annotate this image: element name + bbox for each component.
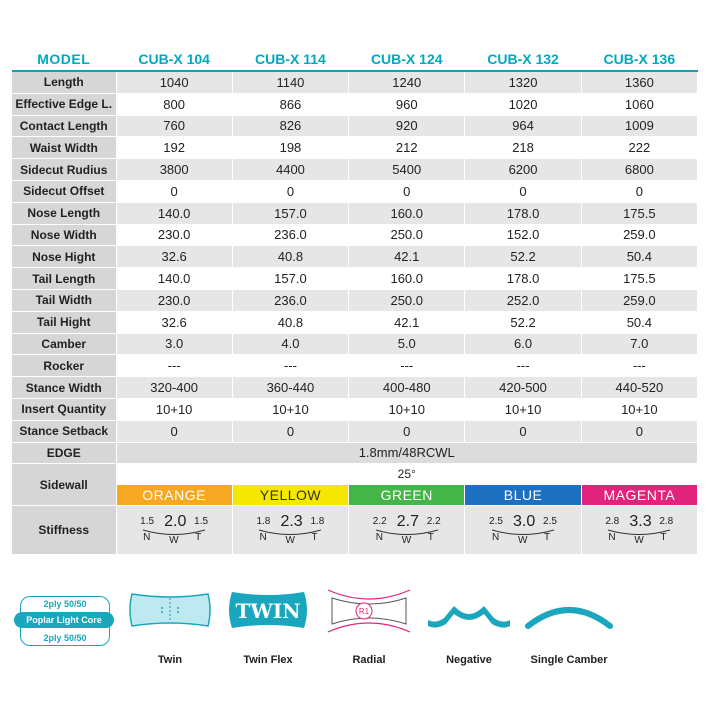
single-camber-icon: [524, 580, 614, 640]
spec-row: [12, 268, 698, 290]
row-label: Contact Length: [12, 115, 116, 137]
spec-value: 4.0: [232, 333, 348, 355]
row-label: Rocker: [12, 355, 116, 377]
spec-value: 222: [581, 137, 697, 159]
twin-flex-icon: [224, 580, 312, 640]
spec-value: 3.0: [116, 333, 232, 355]
feature-negative: [424, 580, 514, 670]
sidewall-color: MAGENTA: [581, 485, 697, 506]
spec-value: 800: [116, 93, 232, 115]
spec-value: 0: [116, 420, 232, 442]
spec-value: 10+10: [349, 398, 465, 420]
row-label: Stiffness: [12, 506, 116, 555]
spec-value: 32.6: [116, 246, 232, 268]
spec-value: 0: [232, 180, 348, 202]
core-badge: [14, 595, 116, 647]
model-name: CUB-X 124: [349, 48, 465, 71]
model-name: CUB-X 104: [116, 48, 232, 71]
tail-stiffness: 1.5: [194, 516, 209, 528]
negative-profile-icon: [424, 580, 514, 640]
spec-row: [12, 180, 698, 202]
spec-value: 0: [349, 180, 465, 202]
core-bottom-label: 2ply 50/50: [43, 633, 87, 643]
tail-label: T: [427, 532, 434, 544]
spec-value: 157.0: [232, 202, 348, 224]
nose-label: N: [259, 532, 267, 544]
spec-value: 175.5: [581, 268, 697, 290]
sidewall-color: BLUE: [465, 485, 581, 506]
spec-row: [12, 115, 698, 137]
spec-value: 320-400: [116, 377, 232, 399]
spec-value: 960: [349, 93, 465, 115]
tail-label: T: [544, 532, 551, 544]
tail-stiffness: 2.5: [543, 516, 557, 528]
nose-label: N: [492, 532, 500, 544]
row-label: Waist Width: [12, 137, 116, 159]
spec-value: 52.2: [465, 246, 581, 268]
spec-value: 10+10: [581, 398, 697, 420]
spec-row: [12, 289, 698, 311]
spec-value: 400-480: [349, 377, 465, 399]
waist-stiffness: 3.3: [629, 513, 652, 531]
spec-row: [12, 224, 698, 246]
spec-value: 0: [116, 180, 232, 202]
spec-value: 40.8: [232, 246, 348, 268]
row-label: Sidewall: [12, 464, 116, 506]
row-label: Length: [12, 71, 116, 93]
spec-value: 1020: [465, 93, 581, 115]
spec-value: 50.4: [581, 246, 697, 268]
spec-value: 140.0: [116, 268, 232, 290]
row-label: Tail Width: [12, 289, 116, 311]
spec-value: 252.0: [465, 289, 581, 311]
spec-value: 160.0: [349, 268, 465, 290]
model-name: CUB-X 132: [465, 48, 581, 71]
spec-value: 5400: [349, 159, 465, 181]
row-label: Nose Hight: [12, 246, 116, 268]
tail-stiffness: 1.8: [310, 516, 325, 528]
stiffness-cell: [232, 506, 348, 555]
spec-value: 6800: [581, 159, 697, 181]
radial-sidecut-icon: [324, 580, 414, 640]
feature-caption: Negative: [446, 654, 492, 666]
spec-value: 10+10: [465, 398, 581, 420]
row-label: Sidecut Offset: [12, 180, 116, 202]
spec-row: [12, 420, 698, 442]
spec-value: 0: [232, 420, 348, 442]
spec-value: 920: [349, 115, 465, 137]
spec-value: 42.1: [349, 311, 465, 333]
spec-value: 5.0: [349, 333, 465, 355]
spec-value: ---: [232, 355, 348, 377]
tail-label: T: [311, 532, 318, 544]
waist-label: W: [285, 535, 295, 547]
spec-value: 259.0: [581, 224, 697, 246]
spec-value: ---: [116, 355, 232, 377]
spec-table: [12, 48, 698, 555]
sidewall-angle: 25°: [116, 464, 698, 485]
row-label: Camber: [12, 333, 116, 355]
tail-stiffness: 2.2: [426, 516, 441, 528]
feature-caption: Twin: [157, 654, 183, 666]
spec-value: 160.0: [349, 202, 465, 224]
feature-caption: Single Camber: [530, 654, 608, 666]
waist-label: W: [518, 535, 528, 547]
row-label: Insert Quantity: [12, 398, 116, 420]
nose-label: N: [143, 532, 151, 544]
spec-value: 250.0: [349, 289, 465, 311]
spec-value: 0: [465, 420, 581, 442]
spec-row: [12, 93, 698, 115]
spec-value: 198: [232, 137, 348, 159]
spec-value: 1320: [465, 71, 581, 93]
waist-label: W: [634, 535, 644, 547]
row-label: Nose Width: [12, 224, 116, 246]
spec-value: 360-440: [232, 377, 348, 399]
tail-stiffness: 2.8: [659, 516, 674, 528]
spec-value: ---: [465, 355, 581, 377]
waist-label: W: [401, 535, 412, 547]
spec-value: 175.5: [581, 202, 697, 224]
spec-value: 152.0: [465, 224, 581, 246]
sidewall-row: [12, 464, 698, 485]
edge-value: 1.8mm/48RCWL: [116, 442, 698, 464]
stiffness-graph: [134, 510, 214, 550]
spec-value: 1140: [232, 71, 348, 93]
spec-value: 1040: [116, 71, 232, 93]
feature-twin: [126, 580, 214, 670]
spec-value: 1060: [581, 93, 697, 115]
waist-stiffness: 2.0: [164, 513, 187, 531]
spec-value: 259.0: [581, 289, 697, 311]
spec-value: 866: [232, 93, 348, 115]
nose-stiffness: 2.5: [489, 516, 503, 528]
spec-value: 32.6: [116, 311, 232, 333]
stiffness-cell: [116, 506, 232, 555]
spec-value: 826: [232, 115, 348, 137]
spec-value: 1360: [581, 71, 697, 93]
spec-value: 178.0: [465, 268, 581, 290]
spec-value: 250.0: [349, 224, 465, 246]
nose-label: N: [608, 532, 616, 544]
sidewall-color: GREEN: [349, 485, 465, 506]
model-name: CUB-X 114: [232, 48, 348, 71]
spec-value: 4400: [232, 159, 348, 181]
waist-stiffness: 2.7: [396, 513, 419, 531]
spec-value: 440-520: [581, 377, 697, 399]
waist-stiffness: 3.0: [513, 513, 536, 531]
spec-value: 7.0: [581, 333, 697, 355]
spec-value: 6200: [465, 159, 581, 181]
row-label: EDGE: [12, 442, 116, 464]
spec-value: 760: [116, 115, 232, 137]
spec-value: 50.4: [581, 311, 697, 333]
spec-value: 140.0: [116, 202, 232, 224]
spec-value: 42.1: [349, 246, 465, 268]
spec-value: 420-500: [465, 377, 581, 399]
sidewall-color: YELLOW: [232, 485, 348, 506]
spec-value: 230.0: [116, 289, 232, 311]
feature-icons: [0, 580, 710, 700]
stiffness-row: [12, 506, 698, 555]
row-label: Sidecut Rudius: [12, 159, 116, 181]
row-label: Stance Setback: [12, 420, 116, 442]
core-middle-label: Poplar Light Core: [14, 612, 114, 628]
waist-stiffness: 2.3: [280, 513, 303, 531]
spec-value: 0: [349, 420, 465, 442]
spec-value: 40.8: [232, 311, 348, 333]
feature-twin-flex: [224, 580, 312, 670]
twin-shape-icon: [126, 580, 214, 640]
tail-label: T: [195, 532, 202, 544]
spec-row: [12, 202, 698, 224]
spec-value: 1009: [581, 115, 697, 137]
stiffness-cell: [349, 506, 465, 555]
sidewall-color: ORANGE: [116, 485, 232, 506]
spec-value: 0: [465, 180, 581, 202]
stiffness-graph: [483, 510, 563, 550]
nose-label: N: [375, 532, 383, 544]
spec-value: 964: [465, 115, 581, 137]
spec-value: 157.0: [232, 268, 348, 290]
spec-row: [12, 71, 698, 93]
spec-value: ---: [349, 355, 465, 377]
tail-label: T: [660, 532, 667, 544]
row-label: Nose Length: [12, 202, 116, 224]
feature-caption: Twin Flex: [243, 654, 293, 666]
spec-value: 10+10: [232, 398, 348, 420]
feature-caption: Radial: [352, 654, 386, 666]
spec-row: [12, 137, 698, 159]
stiffness-graph: [599, 510, 679, 550]
edge-row: [12, 442, 698, 464]
stiffness-graph: [367, 510, 447, 550]
spec-row: [12, 311, 698, 333]
spec-value: ---: [581, 355, 697, 377]
spec-value: 192: [116, 137, 232, 159]
stiffness-cell: [581, 506, 697, 555]
model-name: CUB-X 136: [581, 48, 697, 71]
spec-value: 236.0: [232, 289, 348, 311]
spec-value: 236.0: [232, 224, 348, 246]
stiffness-cell: [465, 506, 581, 555]
row-label: Effective Edge L.: [12, 93, 116, 115]
nose-stiffness: 1.8: [256, 516, 271, 528]
spec-value: 230.0: [116, 224, 232, 246]
feature-single-camber: [524, 580, 614, 670]
spec-row: [12, 398, 698, 420]
row-label: Stance Width: [12, 377, 116, 399]
spec-row: [12, 377, 698, 399]
spec-value: 3800: [116, 159, 232, 181]
spec-value: 52.2: [465, 311, 581, 333]
waist-label: W: [169, 535, 179, 547]
spec-row: [12, 246, 698, 268]
stiffness-graph: [250, 510, 330, 550]
spec-value: 10+10: [116, 398, 232, 420]
twin-logo-text: TWIN: [235, 599, 301, 623]
model-header-row: [12, 48, 698, 71]
core-top-label: 2ply 50/50: [43, 599, 87, 609]
spec-value: 178.0: [465, 202, 581, 224]
feature-radial: [324, 580, 414, 670]
spec-value: 0: [581, 180, 697, 202]
model-header-label: MODEL: [12, 48, 116, 71]
row-label: Tail Hight: [12, 311, 116, 333]
spec-value: 6.0: [465, 333, 581, 355]
spec-value: 212: [349, 137, 465, 159]
spec-value: 1240: [349, 71, 465, 93]
spec-value: 0: [581, 420, 697, 442]
spec-row: [12, 159, 698, 181]
nose-stiffness: 1.5: [140, 516, 155, 528]
spec-row: [12, 333, 698, 355]
row-label: Tail Length: [12, 268, 116, 290]
spec-value: 218: [465, 137, 581, 159]
spec-row: [12, 355, 698, 377]
nose-stiffness: 2.8: [605, 516, 620, 528]
nose-stiffness: 2.2: [372, 516, 387, 528]
svg-text:R1: R1: [358, 607, 370, 616]
